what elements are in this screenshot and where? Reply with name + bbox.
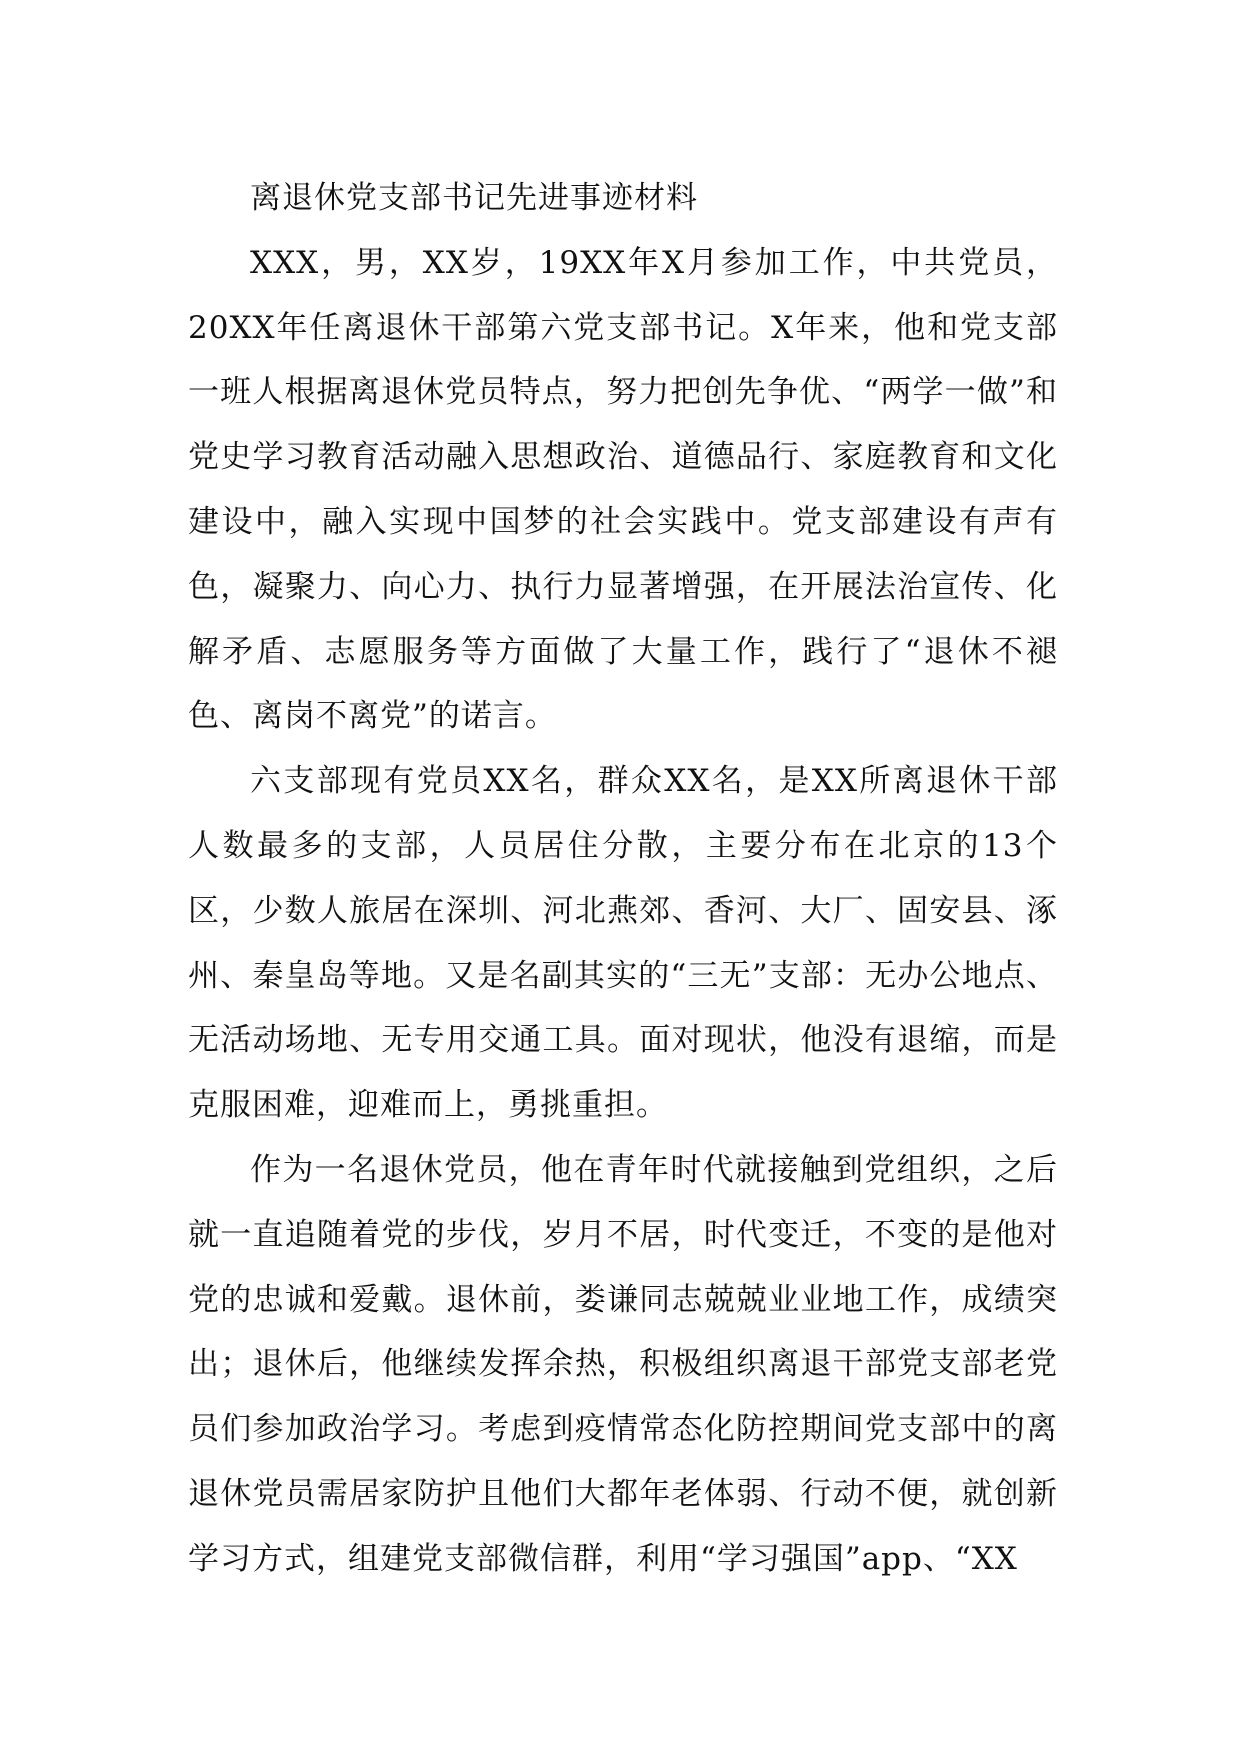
paragraph-2: 六支部现有党员XX名，群众XX名，是XX所离退休干部人数最多的支部，人员居住分散，主要分布在北京的13个区，少数人旅居在深圳、河北燕郊、香河、大厂、固安县、涿州、秦皇岛等地。又是名副其实的“三无”支部：无办公地点、无活动场地、无专用交通工具。面对现状，他没有退缩，而是克服困难，迎难而上，勇挑重担。: [188, 763, 1058, 1124]
paragraph-3: 作为一名退休党员，他在青年时代就接触到党组织，之后就一直追随着党的步伐，岁月不居，时代变迁，不变的是他对党的忠诚和爱戴。退休前，娄谦同志兢兢业业地工作，成绩突出；退休后，他继续发挥余热，积极组织离退干部党支部老党员们参加政治学习。考虑到疫情常态化防控期间党支部中的离退休党员需居家防护且他们大都年老体弱、行动不便，就创新学习方式，组建党支部微信群，利用“学习强国”app、“XX: [188, 1151, 1058, 1577]
paragraph-1: XXX，男，XX岁，19XX年X月参加工作，中共党员，20XX年任离退休干部第六党支部书记。X年来，他和党支部一班人根据离退休党员特点，努力把创先争优、“两学一做”和党史学习教育活动融入思想政治、道德品行、家庭教育和文化建设中，融入实现中国梦的社会实践中。党支部建设有声有色，凝聚力、向心力、执行力显著增强，在开展法治宣传、化解矛盾、志愿服务等方面做了大量工作，践行了“退休不褪色、离岗不离党”的诺言。: [188, 244, 1058, 735]
document-body: [188, 166, 1058, 1592]
document-title: 离退休党支部书记先进事迹材料: [250, 180, 698, 216]
